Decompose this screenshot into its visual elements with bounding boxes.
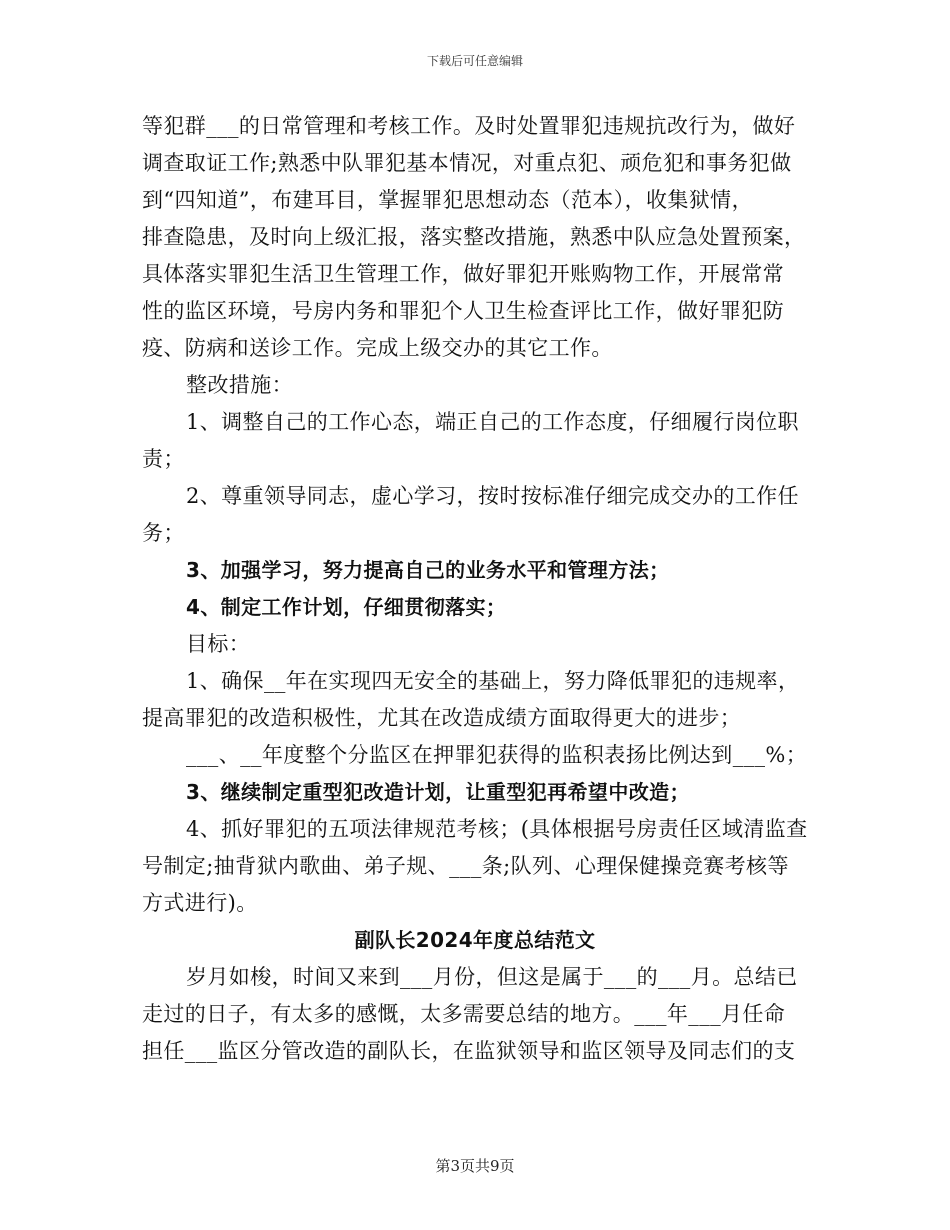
text-line: 方式进行)。 bbox=[142, 891, 258, 915]
list-item: 1、调整自己的工作心态，端正自己的工作态度，仔细履行岗位职 bbox=[186, 410, 799, 434]
page-number: 第3页共9页 bbox=[435, 1157, 515, 1175]
text-line: 担任___监区分管改造的副队长，在监狱领导和监区领导及同志们的支 bbox=[142, 1039, 796, 1063]
text-line: 走过的日子，有太多的感慨，太多需要总结的地方。___年___月任命 bbox=[142, 1002, 786, 1026]
text-line: 调查取证工作;熟悉中队罪犯基本情况，对重点犯、顽危犯和事务犯做 bbox=[142, 151, 792, 175]
text-line: 具体落实罪犯生活卫生管理工作，做好罪犯开账购物工作，开展常常 bbox=[142, 262, 784, 286]
text-line: 提高罪犯的改造积极性，尤其在改造成绩方面取得更大的进步； bbox=[142, 706, 742, 730]
text-line: 性的监区环境，号房内务和罪犯个人卫生检查评比工作，做好罪犯防 bbox=[142, 299, 784, 323]
text-line: 责； bbox=[142, 447, 185, 471]
list-item: 4、抓好罪犯的五项法律规范考核；(具体根据号房责任区域清监查 bbox=[186, 817, 808, 841]
text-line: 务； bbox=[142, 521, 185, 545]
text-line: 排查隐患，及时向上级汇报，落实整改措施，熟悉中队应急处置预案， bbox=[142, 225, 806, 249]
text-line: 岁月如梭，时间又来到___月份，但这是属于___的___月。总结已 bbox=[186, 965, 798, 989]
list-item: 2、尊重领导同志，虚心学习，按时按标准仔细完成交办的工作任 bbox=[186, 484, 799, 508]
text-line: 等犯群___的日常管理和考核工作。及时处置罪犯违规抗改行为，做好 bbox=[142, 114, 796, 138]
section-label-rectification: 整改措施： bbox=[186, 373, 293, 397]
section-heading: 副队长2024年度总结范文 bbox=[354, 928, 596, 952]
list-item-bold: 3、加强学习，努力提高自己的业务水平和管理方法； bbox=[186, 558, 670, 582]
document-body bbox=[142, 108, 808, 1070]
page-header: 下载后可任意编辑 bbox=[426, 54, 523, 68]
list-item: 1、确保__年在实现四无安全的基础上，努力降低罪犯的违规率， bbox=[186, 669, 800, 693]
text-line: 号制定;抽背狱内歌曲、弟子规、___条;队列、心理保健操竞赛考核等 bbox=[142, 854, 789, 878]
list-item: ___、__年度整个分监区在押罪犯获得的监积表扬比例达到___%； bbox=[186, 743, 808, 767]
list-item-bold: 3、继续制定重型犯改造计划，让重型犯再希望中改造； bbox=[186, 780, 690, 804]
text-line: 到“四知道”，布建耳目，掌握罪犯思想动态（范本），收集狱情， bbox=[142, 188, 753, 212]
text-line: 疫、防病和送诊工作。完成上级交办的其它工作。 bbox=[142, 336, 613, 360]
section-label-goals: 目标： bbox=[186, 632, 251, 656]
list-item-bold: 4、制定工作计划，仔细贯彻落实； bbox=[186, 595, 507, 619]
